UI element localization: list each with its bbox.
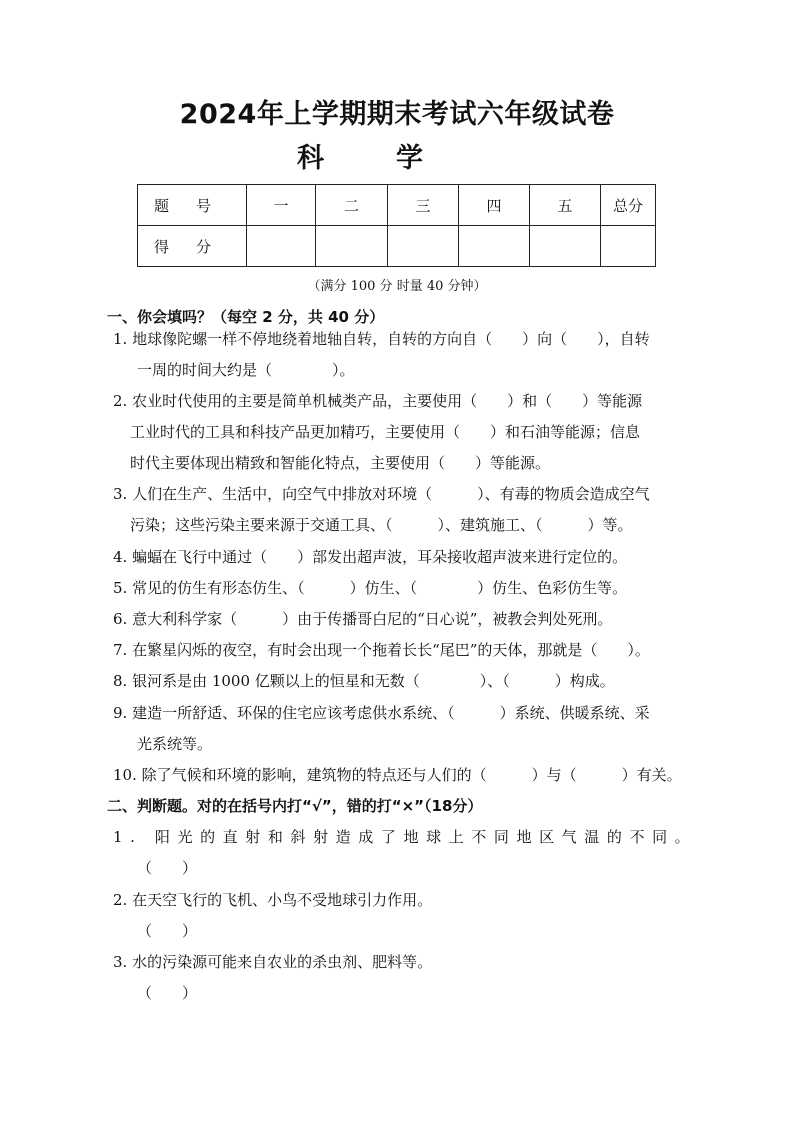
question-line: 污染；这些污染主要来源于交通工具、（ ）、建筑施工、（ ）等。 (130, 516, 633, 534)
judge-question: 2. 在天空飞行的飞机、小鸟不受地球引力作用。 (113, 891, 433, 909)
section1-heading: 一、你会填吗？（每空 2 分，共 40 分） (107, 308, 385, 326)
subject-char-1: 科 (297, 143, 324, 174)
score-cell[interactable] (459, 226, 530, 267)
header-cell: 五 (530, 185, 601, 226)
score-cell[interactable] (388, 226, 459, 267)
score-cell[interactable] (601, 226, 656, 267)
subject-title (0, 136, 757, 175)
question-line: 光系统等。 (137, 735, 213, 753)
question-line: 3. 人们在生产、生活中，向空气中排放对环境（ ）、有毒的物质会造成空气 (113, 485, 650, 503)
score-cell[interactable] (530, 226, 601, 267)
question-line: 2. 农业时代使用的主要是简单机械类产品，主要使用（ ）和（ ）等能源 (113, 392, 643, 410)
question-line: 10. 除了气候和环境的影响，建筑物的特点还与人们的（ ）与（ ）有关。 (113, 766, 682, 784)
judge-question: 1. 阳光的直射和斜射造成了地球上不同地区气温的不同。 (113, 828, 698, 846)
header-cell: 四 (459, 185, 530, 226)
question-line: 7. 在繁星闪烁的夜空，有时会出现一个拖着长长“尾巴”的天体，那就是（ ）。 (113, 641, 650, 659)
header-cell: 总分 (601, 185, 656, 226)
score-table-score-row (138, 226, 656, 267)
question-line: 时代主要体现出精致和智能化特点，主要使用（ ）等能源。 (130, 454, 551, 472)
question-line: 5. 常见的仿生有形态仿生、（ ）仿生、（ ）仿生、色彩仿生等。 (113, 579, 628, 597)
score-table-header-row (138, 185, 656, 226)
score-table (137, 184, 656, 267)
question-line: 6. 意大利科学家（ ）由于传播哥白尼的“日心说”，被教会判处死刑。 (113, 610, 613, 628)
section2-heading: 二、判断题。对的在括号内打“√”，错的打“×”（18分） (107, 797, 483, 815)
header-cell: 题 号 (138, 185, 247, 226)
answer-blank[interactable]: （ ） (137, 922, 198, 940)
score-note: （满分 100 分 时量 40 分钟） (307, 279, 487, 294)
header-cell: 二 (316, 185, 388, 226)
answer-blank[interactable]: （ ） (137, 859, 198, 877)
exam-title: 2024年上学期期末考试六年级试卷 (179, 99, 615, 130)
judge-question: 3. 水的污染源可能来自农业的杀虫剂、肥料等。 (113, 953, 433, 971)
answer-blank[interactable]: （ ） (137, 984, 198, 1002)
header-cell: 三 (388, 185, 459, 226)
question-line: 1. 地球像陀螺一样不停地绕着地轴自转，自转的方向自（ ）向（ ），自转 (113, 330, 650, 348)
header-cell: 一 (247, 185, 316, 226)
question-line: 工业时代的工具和科技产品更加精巧，主要使用（ ）和石油等能源；信息 (130, 423, 641, 441)
question-line: 8. 银河系是由 1000 亿颗以上的恒星和无数（ ）、（ ）构成。 (113, 672, 615, 690)
score-cell[interactable] (316, 226, 388, 267)
question-line: 一周的时间大约是（ ）。 (137, 361, 355, 379)
question-line: 4. 蝙蝠在飞行中通过（ ）部发出超声波，耳朵接收超声波来进行定位的。 (113, 548, 628, 566)
score-cell[interactable] (247, 226, 316, 267)
subject-char-2: 学 (396, 143, 423, 174)
question-line: 9. 建造一所舒适、环保的住宅应该考虑供水系统、（ ）系统、供暖系统、采 (113, 704, 650, 722)
score-label-cell: 得 分 (138, 226, 247, 267)
